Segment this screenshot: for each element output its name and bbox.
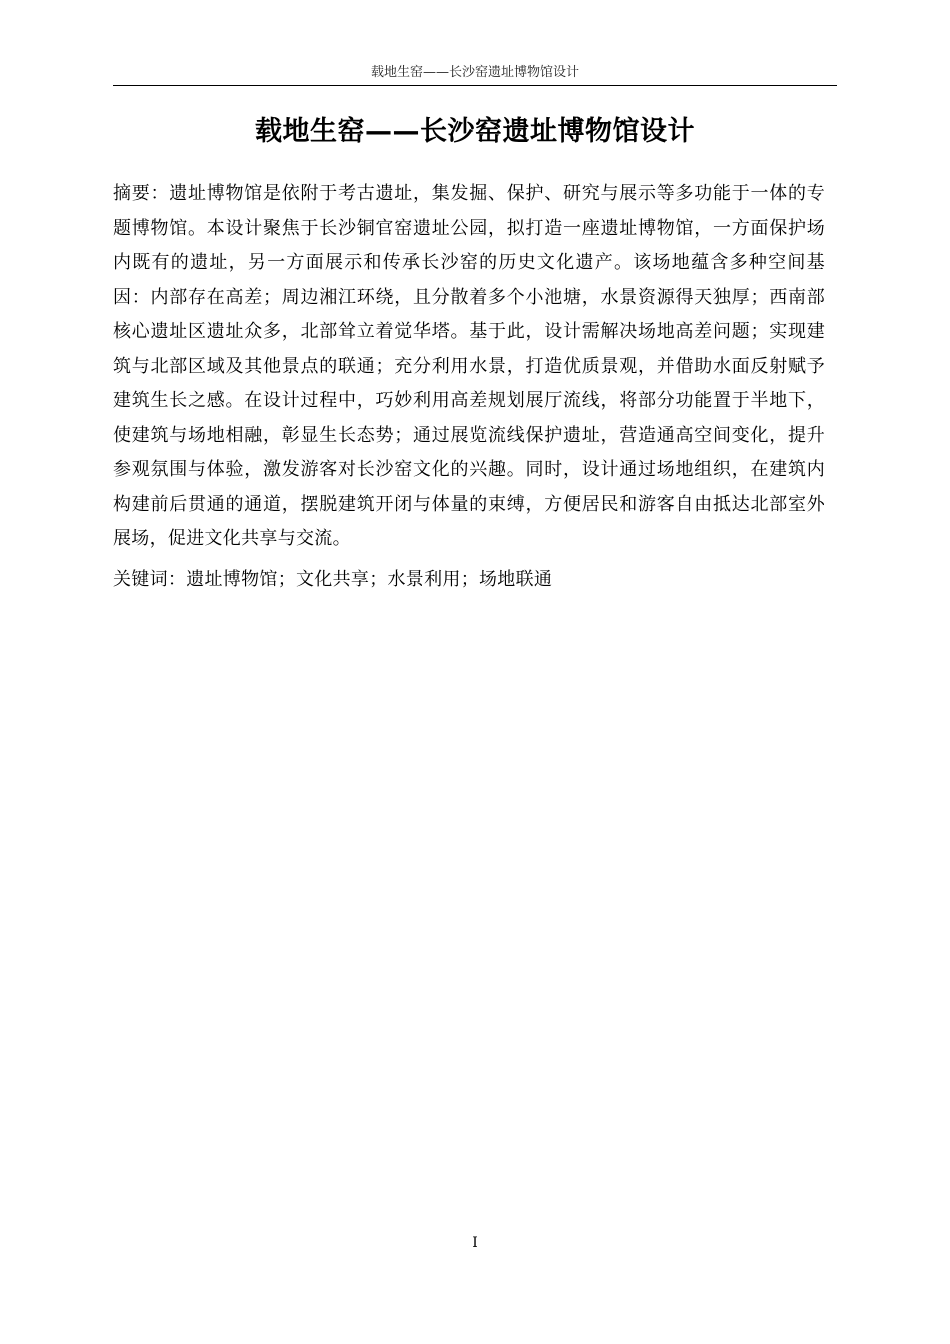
abstract-label: 摘要： <box>113 183 170 204</box>
keywords-text: 遗址博物馆；文化共享；水景利用；场地联通 <box>186 569 553 590</box>
document-title: 载地生窑——长沙窑遗址博物馆设计 <box>255 116 695 147</box>
abstract-text: 遗址博物馆是依附于考古遗址，集发掘、保护、研究与展示等多功能于一体的专题博物馆。本设计聚焦于长沙铜官窑遗址公园，拟打造一座遗址博物馆，一方面保护场内既有的遗址，另一方面展示和传承长沙窑的历史文化遗产。该场地蕴含多种空间基因：内部存在高差；周边湘江环绕，且分散着多个小池塘，水景资源得天独厚；西南部核心遗址区遗址众多，北部耸立着觉华塔。基于此，设计需解决场地高差问题；实现建筑与北部区域及其他景点的联通；充分利用水景，打造优质景观，并借助水面反射赋予建筑生长之感。在设计过程中，巧妙利用高差规划展厅流线，将部分功能置于半地下，使建筑与场地相融，彰显生长态势；通过展览流线保护遗址，营造通高空间变化，提升参观氛围与体验，激发游客对长沙窑文化的兴趣。同时，设计通过场地组织，在建筑内构建前后贯通的通道，摆脱建筑开闭与体量的束缚，方便居民和游客自由抵达北部室外展场，促进文化共享与交流。 <box>113 183 825 549</box>
keywords-paragraph <box>113 563 825 598</box>
running-header: 载地生窑——长沙窑遗址博物馆设计 <box>370 65 579 80</box>
page-number: I <box>472 1235 478 1251</box>
header-divider <box>113 85 837 86</box>
keywords-label: 关键词： <box>113 569 187 590</box>
abstract-paragraph <box>113 177 825 557</box>
